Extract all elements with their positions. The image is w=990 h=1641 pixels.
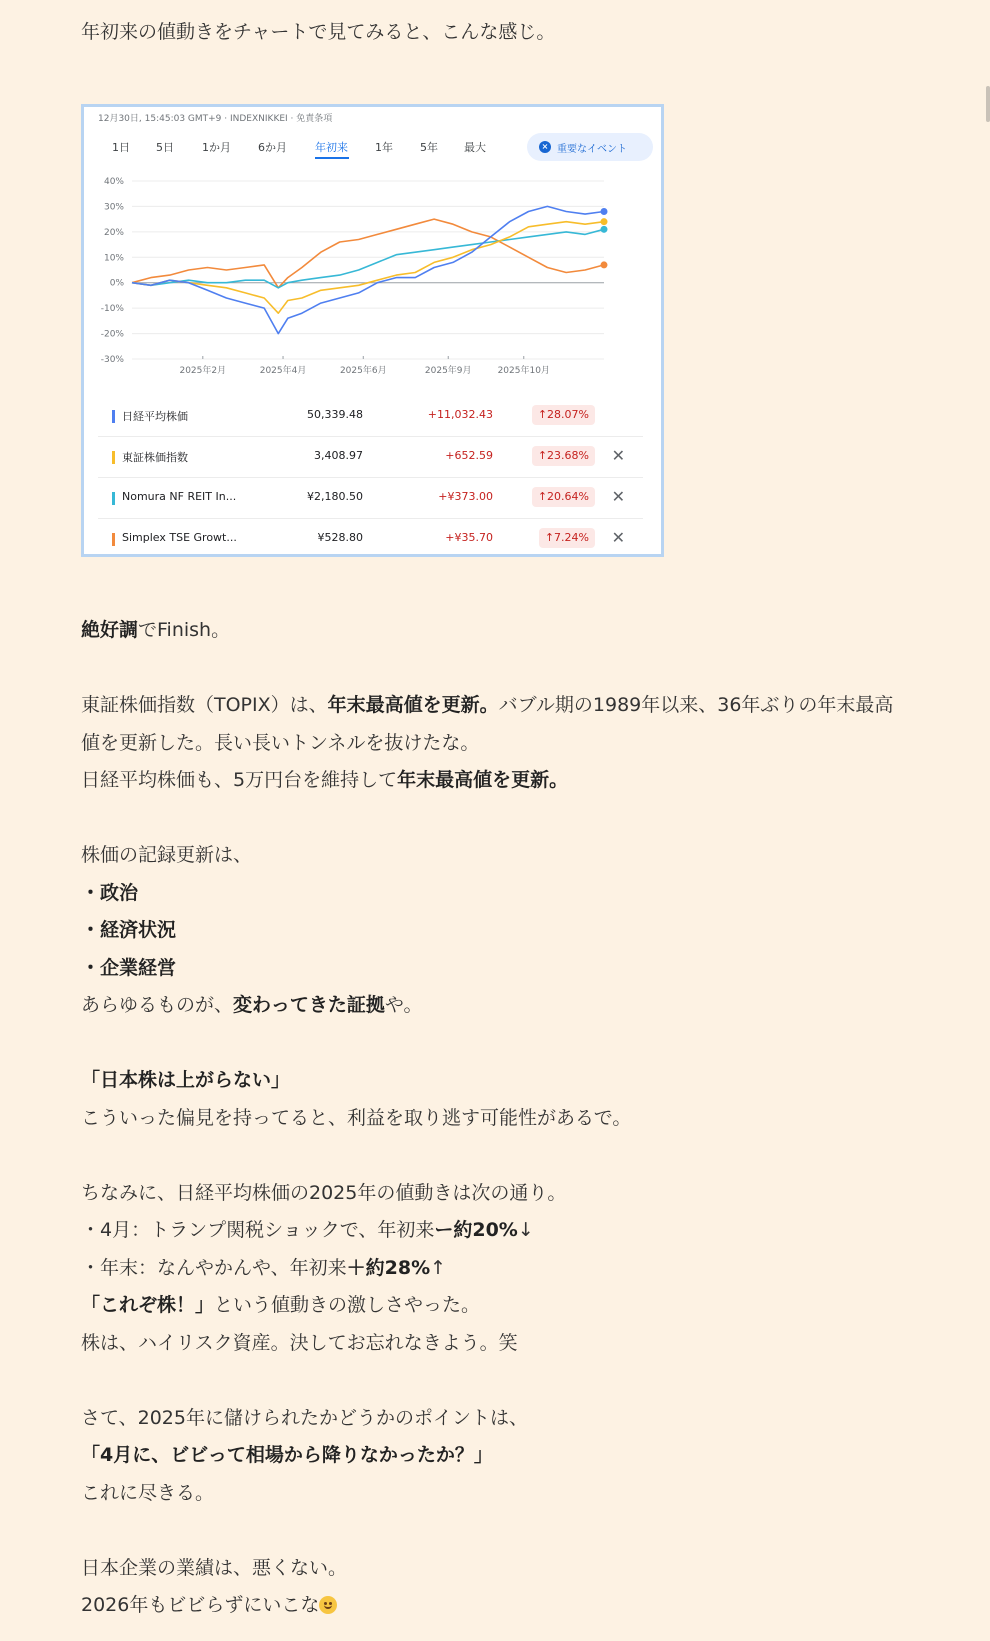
y-tick-label: -30% (100, 355, 124, 365)
article-body (81, 612, 971, 1625)
y-tick-label: 20% (103, 227, 124, 238)
series-end-point (601, 261, 608, 268)
series-swatch (112, 451, 115, 464)
legend-row[interactable] (98, 437, 643, 478)
text: ↓ (517, 1219, 534, 1241)
series-price: 50,339.48 (307, 408, 363, 421)
series-change: +¥373.00 (438, 490, 493, 503)
series-end-point (601, 226, 608, 233)
chart-meta: 12月30日, 15:45:03 GMT+9 · INDEXNIKKEI · 免責条項 (98, 114, 333, 124)
paragraph-point-quote (81, 1437, 971, 1475)
series-swatch (112, 410, 115, 423)
text: 東証株価指数（TOPIX）は、 (81, 694, 328, 716)
tab-ytd[interactable]: 年初来 (315, 141, 348, 154)
text: という値動きの激しさやった。 (214, 1294, 481, 1316)
legend-row[interactable] (98, 396, 643, 437)
text: ・4月：トランプ関税ショックで、年初来 (81, 1219, 435, 1241)
tab-5y[interactable]: 5年 (420, 141, 438, 154)
paragraph-finish (81, 612, 971, 650)
intro-text: 年初来の値動きをチャートで見てみると、こんな感じ。 (81, 21, 556, 43)
bullet-item (81, 950, 971, 988)
tab-1y[interactable]: 1年 (375, 141, 393, 154)
series-change: +652.59 (445, 449, 493, 462)
range-tabs (84, 131, 661, 161)
paragraph-movement: ちなみに、日経平均株価の2025年の値動きは次の通り。 (81, 1181, 567, 1204)
chart-card (81, 104, 664, 557)
text: ・年末：なんやかんや、年初来 (81, 1256, 347, 1279)
bold-text: 絶好調 (81, 619, 139, 641)
paragraph-quote (81, 1062, 971, 1100)
bold-text: 年末最高値を更新。 (397, 769, 569, 791)
paragraph-risk: 株は、ハイリスク資産。決してお忘れなきよう。笑 (81, 1331, 518, 1354)
text: バブル期の1989年以来、36年ぶりの年末最高 (498, 694, 894, 716)
paragraph-conclusion: これに尽きる。 (81, 1481, 215, 1504)
series-line (132, 229, 604, 287)
bold-text: 変わってきた証拠 (233, 994, 385, 1016)
x-tick-label: 2025年9月 (424, 366, 472, 376)
tab-6m[interactable]: 6か月 (258, 141, 287, 154)
tab-max[interactable]: 最大 (464, 141, 486, 154)
tab-5d[interactable]: 5日 (156, 141, 174, 154)
y-tick-label: -10% (100, 304, 124, 315)
x-tick-label: 2025年10月 (497, 366, 550, 376)
paragraph-closing (81, 1587, 971, 1625)
text: 2026年もビビらずにいこな (81, 1594, 320, 1616)
bold-text: 「4月に、ビビって相場から降りなかったか？」 (81, 1444, 493, 1466)
bold-text: ・政治 (81, 881, 139, 904)
series-price: 3,408.97 (314, 449, 363, 462)
series-change: +¥35.70 (445, 531, 493, 544)
important-events-button[interactable] (527, 133, 653, 161)
bold-text: 「これぞ株！」 (81, 1294, 215, 1316)
bold-text: ・経済状況 (81, 919, 177, 941)
paragraph-point: さて、2025年に儲けられたかどうかのポイントは、 (81, 1406, 528, 1429)
x-tick-label: 2025年2月 (179, 366, 227, 376)
series-swatch (112, 533, 115, 546)
text: 日経平均株価も、5万円台を維持して (81, 769, 398, 791)
bullet-item (81, 912, 971, 950)
remove-series-icon[interactable]: ✕ (611, 528, 625, 547)
paragraph-earnings: 日本企業の業績は、悪くない。 (81, 1556, 348, 1579)
text: ↑ (430, 1256, 447, 1279)
legend-table (98, 396, 643, 559)
bold-text: 「日本株は上がらない」 (81, 1069, 291, 1091)
paragraph-bias: こういった偏見を持ってると、利益を取り逃す可能性があるで。 (81, 1106, 632, 1129)
series-end-point (601, 208, 608, 215)
series-end-point (601, 218, 608, 225)
bold-text: ー約20% (434, 1219, 518, 1241)
bold-text: 年末最高値を更新。 (327, 694, 499, 716)
y-tick-label: 30% (103, 202, 124, 213)
y-tick-label: 0% (109, 278, 124, 289)
series-price: ¥2,180.50 (307, 490, 363, 503)
text: あらゆるものが、 (81, 994, 234, 1016)
text: や。 (384, 994, 423, 1016)
series-name: 東証株価指数 (122, 451, 188, 464)
close-circle-icon: × (539, 141, 551, 153)
paragraph-evidence (81, 987, 971, 1025)
legend-row[interactable] (98, 519, 643, 559)
series-percent-badge: ↑20.64% (532, 487, 595, 507)
series-name: 日経平均株価 (122, 410, 188, 423)
paragraph-topix-cont: 値を更新した。長い長いトンネルを抜けたな。 (81, 731, 480, 754)
bullet-item (81, 875, 971, 913)
series-price: ¥528.80 (317, 531, 363, 544)
page-scrollbar[interactable] (986, 86, 990, 122)
paragraph-april (81, 1212, 971, 1250)
bold-text: ＋約28% (346, 1256, 431, 1279)
line-chart (84, 167, 661, 389)
paragraph-record: 株価の記録更新は、 (81, 844, 253, 866)
text: でFinish。 (138, 619, 231, 641)
series-name: Simplex TSE Growt... (122, 531, 237, 544)
series-line (132, 219, 604, 288)
smile-emoji-icon (319, 1596, 337, 1614)
y-tick-label: -20% (100, 329, 124, 340)
tab-active-indicator (315, 157, 349, 159)
series-change: +11,032.43 (427, 408, 493, 421)
events-label: 重要なイベント (557, 144, 627, 155)
y-tick-label: 10% (103, 253, 124, 264)
remove-series-icon[interactable]: ✕ (611, 446, 625, 465)
series-name: Nomura NF REIT In... (122, 490, 237, 503)
tab-1d[interactable]: 1日 (112, 141, 130, 154)
series-percent-badge: ↑7.24% (539, 528, 595, 548)
series-percent-badge: ↑28.07% (532, 405, 595, 425)
remove-series-icon[interactable]: ✕ (611, 487, 625, 506)
bold-text: ・企業経営 (81, 956, 177, 979)
tab-1m[interactable]: 1か月 (202, 141, 231, 154)
series-percent-badge: ↑23.68% (532, 446, 595, 466)
legend-row[interactable] (98, 478, 643, 519)
paragraph-topix (81, 687, 971, 725)
series-swatch (112, 492, 115, 505)
paragraph-volatility (81, 1287, 971, 1325)
x-tick-label: 2025年6月 (339, 366, 387, 376)
paragraph-nikkei (81, 762, 971, 800)
x-tick-label: 2025年4月 (259, 366, 307, 376)
y-tick-label: 40% (103, 177, 124, 187)
paragraph-yearend (81, 1250, 971, 1288)
